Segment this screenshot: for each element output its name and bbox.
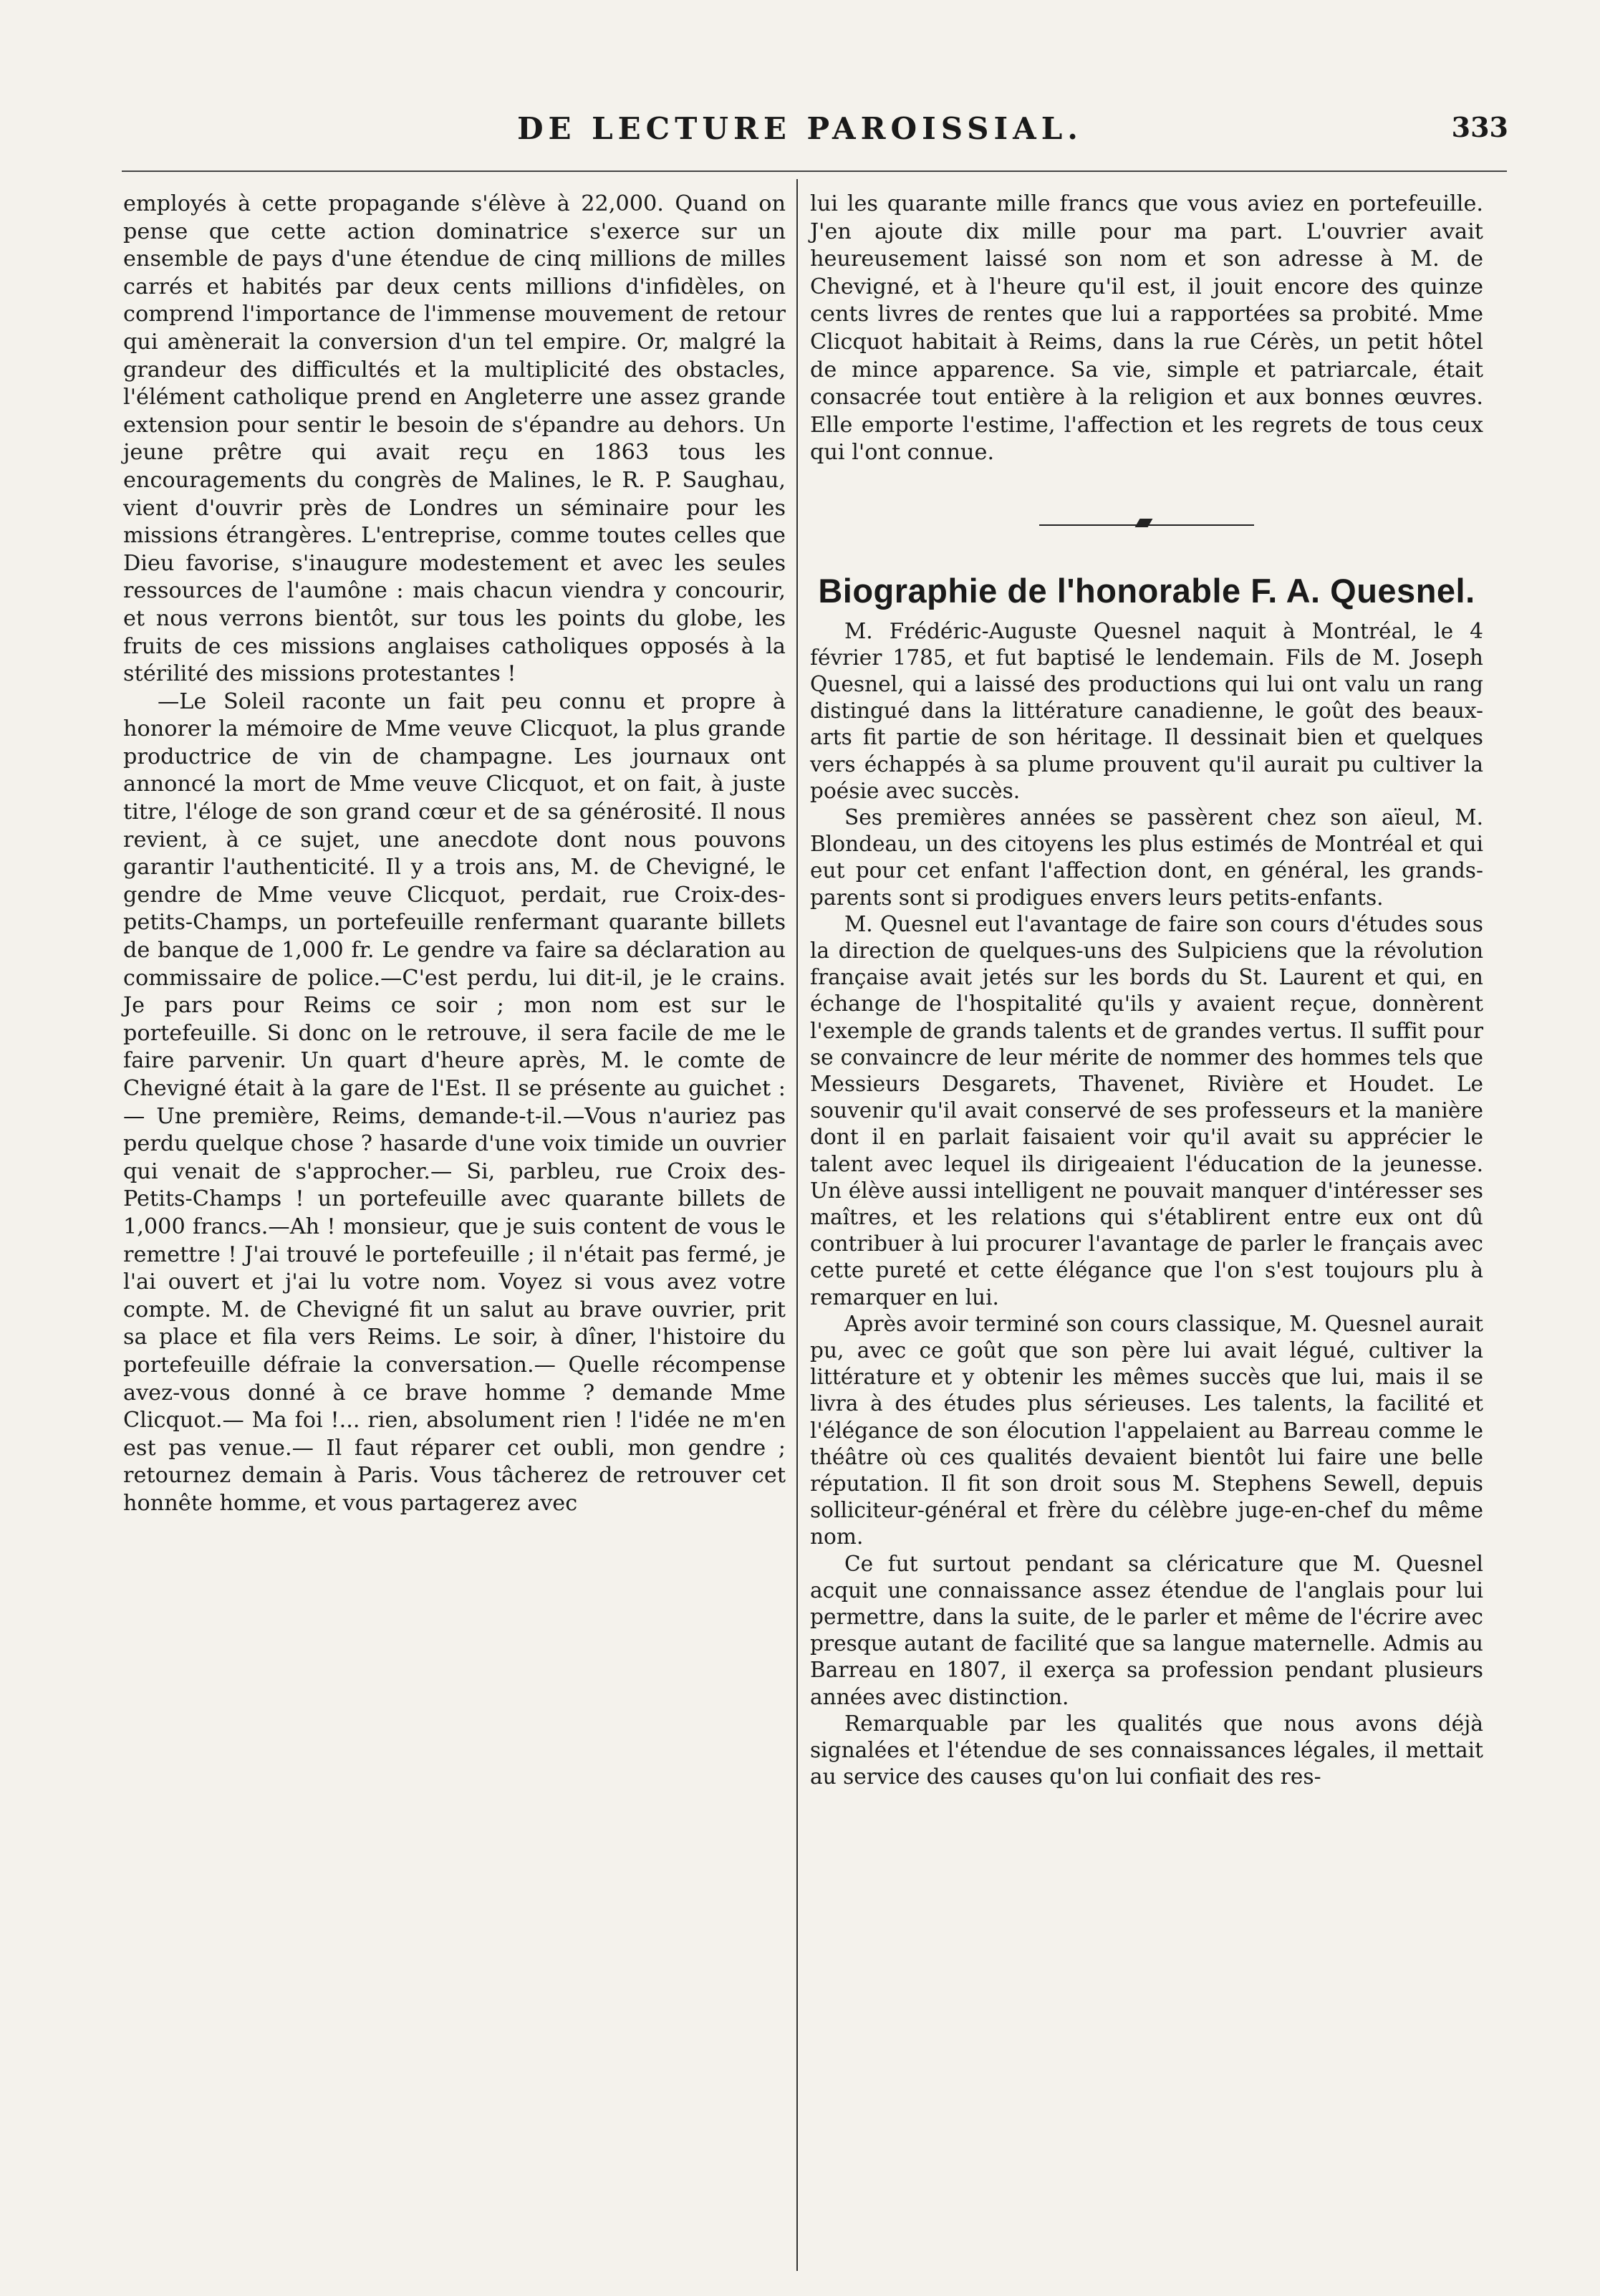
running-title: DE LECTURE PAROISSIAL. [517,111,1083,146]
column-divider [796,179,798,2271]
right-column [810,191,1483,1790]
left-column [123,191,786,1518]
biography-paragraph: M. Quesnel eut l'avantage de faire son cours d'études sous la direction de quelques-uns des Sulpiciens que la révolution française avait jetés sur les bords du St. Laurent et qui, en échange de l'hospitalité qu'ils y avaient reçue, donnèrent l'exemple de grands talents et de grandes vertus. Il suffit pour se convaincre de leur mérite de nommer des hommes tels que Messieurs Desgarets, Thavenet, Rivière et Houdet. Le souvenir qu'il avait conservé de ses professeurs et la manière dont il en parlait faisaient voir qu'il avait su apprécier le talent avec lequel ils dirigeaient l'éducation de la jeunesse. Un élève aussi intelligent ne pouvait manquer d'intéresser ses maîtres, et les relations qui s'établirent entre eux ont dû contribuer à lui procurer l'avantage de parler le français avec cette pureté et cette élégance que l'on s'est toujours plu à remarquer en lui. [810,911,1483,1310]
biography-paragraph: Remarquable par les qualités que nous avons déjà signalées et l'étendue de ses connaissances légales, il mettait au service des causes qu'on lui confiait des res- [810,1711,1483,1790]
biography-body [810,618,1483,1791]
article-continuation: lui les quarante mille francs que vous aviez en portefeuille. J'en ajoute dix mille pour ma part. L'ouvrier avait heureusement laissé son nom et son adresse à M. de Chevigné, et à l'heure qu'il est, il jouit encore des quinze cents livres de rentes que lui a rapportées sa probité. Mme Clicquot habitait à Reims, dans la rue Cérès, un petit hôtel de mince apparence. Sa vie, simple et patriarcale, était consacrée tout entière à la religion et aux bonnes œuvres. Elle emporte l'estime, l'affection et les regrets de tous ceux qui l'ont connue. [810,191,1483,466]
separator-ornament [1135,519,1153,527]
section-separator [1039,523,1254,526]
biography-paragraph: M. Frédéric-Auguste Quesnel naquit à Montréal, le 4 février 1785, et fut baptisé le lendemain. Fils de M. Joseph Quesnel, qui a laissé des productions qui lui ont valu un rang distingué dans la littérature canadienne, le goût des beaux-arts fit partie de son héritage. Il dessinait bien et quelques vers échappés à sa plume prouvent qu'il aurait pu cultiver la poésie avec succès. [810,618,1483,803]
page-header [86,111,1514,161]
biography-paragraph: Après avoir terminé son cours classique, M. Quesnel aurait pu, avec ce goût que son père lui avait légué, cultiver la littérature et y obtenir les mêmes succès que lui, mais il se livra à des études plus sérieuses. Les talents, la facilité et l'élégance de son élocution l'appelaient au Barreau comme le théâtre où ces qualités devaient bientôt lui faire une belle réputation. Il fit son droit sous M. Stephens Sewell, depuis solliciteur-général et frère du célèbre juge-en-chef du même nom. [810,1311,1483,1550]
page-number: 333 [1451,111,1508,143]
biography-paragraph: Ce fut surtout pendant sa cléricature que M. Quesnel acquit une connaissance assez étendue de l'anglais pour lui permettre, dans la suite, de le parler et même de l'écrire avec presque autant de facilité que sa langue maternelle. Admis au Barreau en 1807, il exerça sa profession pendant plusieurs années avec distinction. [810,1551,1483,1709]
article-paragraph: employés à cette propagande s'élève à 22,000. Quand on pense que cette action dominatrice s'exerce sur un ensemble de pays d'une étendue de cinq millions de milles carrés et habités par deux cents millions d'infidèles, on comprend l'importance de l'immense mouvement de retour qui amènerait la conversion d'un tel empire. Or, malgré la grandeur des difficultés et la multiplicité des obstacles, l'élément catholique prend en Angleterre une assez grande extension pour sentir le besoin de s'épandre au dehors. Un jeune prêtre qui avait reçu en 1863 tous les encouragements du congrès de Malines, le R. P. Saughau, vient d'ouvrir près de Londres un séminaire pour les missions étrangères. L'entreprise, comme toutes celles que Dieu favorise, s'inaugure modestement et avec les seules ressources de l'aumône : mais chacun viendra y concourir, et nous verrons bientôt, sur tous les points du globe, les fruits de ces missions anglaises catholiques opposés à la stérilité des missions protestantes ! [123,191,786,687]
article-paragraph: —Le Soleil raconte un fait peu connu et propre à honorer la mémoire de Mme veuve Clicquot, la plus grande productrice de vin de champagne. Les journaux ont annoncé la mort de Mme veuve Clicquot, et on fait, à juste titre, l'éloge de son grand cœur et de sa générosité. Il nous revient, à ce sujet, une anecdote dont nous pouvons garantir l'authenticité. Il y a trois ans, M. de Chevigné, le gendre de Mme veuve Clicquot, perdait, rue Croix-des-petits-Champs, un portefeuille renfermant quarante billets de banque de 1,000 fr. Le gendre va faire sa déclaration au commissaire de police.—C'est perdu, lui dit-il, je le crains. Je pars pour Reims ce soir ; mon nom est sur le portefeuille. Si donc on le retrouve, il sera facile de me le faire parvenir. Un quart d'heure après, M. le comte de Chevigné était à la gare de l'Est. Il se présente au guichet : — Une première, Reims, demande-t-il.—Vous n'auriez pas perdu quelque chose ? hasarde d'une voix timide un ouvrier qui venait de s'approcher.— Si, parbleu, rue Croix des-Petits-Champs ! un portefeuille avec quarante billets de 1,000 francs.—Ah ! monsieur, que je suis content de vous le remettre ! J'ai trouvé le portefeuille ; il n'était pas fermé, je l'ai ouvert et j'ai lu votre nom. Voyez si vous avez votre compte. M. de Chevigné fit un salut au brave ouvrier, prit sa place et fila vers Reims. Le soir, à dîner, l'histoire du portefeuille défraie la conversation.— Quelle récompense avez-vous donné à ce brave homme ? demande Mme Clicquot.— Ma foi !... rien, absolument rien ! l'idée ne m'en est pas venue.— Il faut réparer cet oubli, mon gendre ; retournez demain à Paris. Vous tâcherez de retrouver cet honnête homme, et vous partagerez avec [123,688,786,1516]
biography-paragraph: Ses premières années se passèrent chez son aïeul, M. Blondeau, un des citoyens les plus estimés de Montréal et qui eut pour cet enfant l'affection dont, en général, les grands-parents sont si prodigues envers leurs petits-enfants. [810,804,1483,910]
header-rule [122,170,1507,172]
biography-heading: Biographie de l'honorable F. A. Quesnel. [818,571,1475,610]
